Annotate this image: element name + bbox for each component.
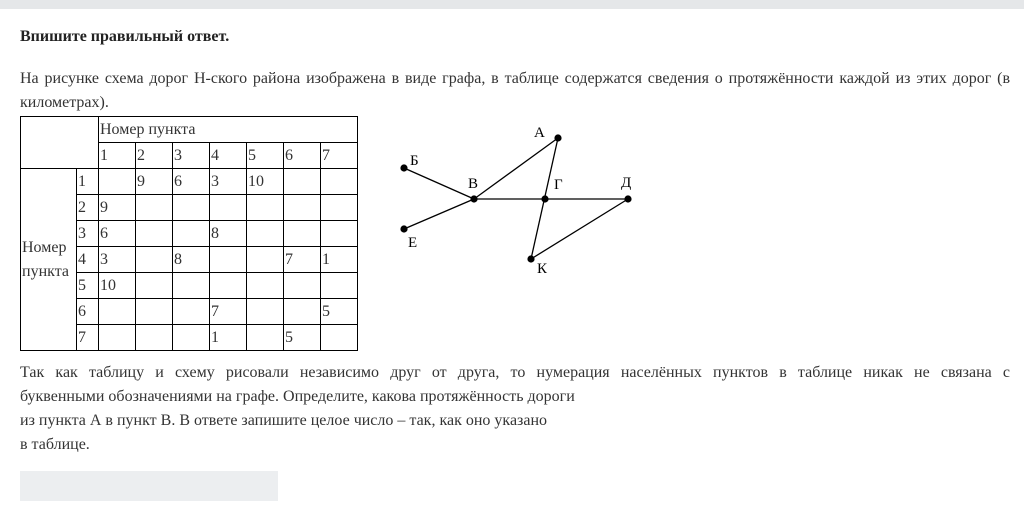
column-number: 7: [321, 143, 358, 169]
graph-vertex-label: В: [468, 176, 479, 192]
distance-cell: [321, 221, 358, 247]
column-number: 4: [210, 143, 247, 169]
question-line-1: Так как таблицу и схему рисовали независимо друг от друга, то нумерация населённых пунктов в таблице никак не связана с: [20, 364, 1010, 381]
question-line-3: из пункта А в пункт В. В ответе запишите целое число – так, как оно указано: [20, 412, 548, 429]
distance-cell: [136, 247, 173, 273]
top-bar: [0, 0, 1024, 9]
distance-cell: [136, 299, 173, 325]
row-number: 4: [77, 247, 99, 273]
row-number: 5: [77, 273, 99, 299]
row-number: 7: [77, 325, 99, 351]
distance-cell: 6: [173, 169, 210, 195]
graph-vertex: [470, 195, 477, 202]
distance-cell: 10: [247, 169, 284, 195]
distance-cell: [321, 325, 358, 351]
distance-cell: [99, 169, 136, 195]
distance-cell: [136, 273, 173, 299]
graph-vertex: [554, 134, 561, 141]
distance-cell: 8: [173, 247, 210, 273]
distance-cell: [321, 169, 358, 195]
graph-vertex-label: А: [534, 125, 545, 141]
column-number: 3: [173, 143, 210, 169]
row-header-line: Номер: [22, 238, 67, 256]
distance-cell: [210, 247, 247, 273]
road-graph: [390, 118, 650, 283]
distance-cell: [284, 273, 321, 299]
distance-cell: [284, 195, 321, 221]
row-number: 1: [77, 169, 99, 195]
distance-cell: [284, 221, 321, 247]
distance-cell: [284, 169, 321, 195]
question-line-4: в таблице.: [20, 436, 90, 453]
distance-table: [20, 116, 358, 351]
distance-cell: 7: [284, 247, 321, 273]
distance-cell: 5: [321, 299, 358, 325]
row-number: 6: [77, 299, 99, 325]
graph-vertex-label: Д: [621, 175, 632, 191]
distance-cell: 7: [210, 299, 247, 325]
distance-cell: 10: [99, 273, 136, 299]
row-number: 3: [77, 221, 99, 247]
distance-cell: [173, 273, 210, 299]
column-number: 1: [99, 143, 136, 169]
graph-vertex-label: Б: [410, 153, 419, 169]
distance-cell: [321, 273, 358, 299]
distance-cell: [173, 195, 210, 221]
graph-edge: [404, 199, 474, 229]
distance-cell: 1: [321, 247, 358, 273]
distance-cell: 5: [284, 325, 321, 351]
graph-edge: [474, 138, 558, 199]
table-row: [21, 169, 358, 195]
graph-vertex: [400, 225, 407, 232]
graph-vertex: [527, 255, 534, 262]
distance-cell: [247, 273, 284, 299]
column-number: 5: [247, 143, 284, 169]
distance-cell: [210, 273, 247, 299]
distance-cell: 1: [210, 325, 247, 351]
distance-cell: [247, 299, 284, 325]
distance-cell: [136, 195, 173, 221]
column-number: 6: [284, 143, 321, 169]
distance-cell: [136, 221, 173, 247]
distance-cell: [173, 325, 210, 351]
distance-cell: [210, 195, 247, 221]
column-header: Номер пункта: [99, 117, 358, 143]
graph-edge: [531, 199, 628, 259]
column-number: 2: [136, 143, 173, 169]
question-line-2: буквенными обозначениями на графе. Определите, какова протяжённость дороги: [20, 388, 575, 405]
distance-cell: [99, 325, 136, 351]
row-number: 2: [77, 195, 99, 221]
distance-cell: 3: [210, 169, 247, 195]
distance-cell: [321, 195, 358, 221]
graph-vertex-label: К: [537, 261, 548, 277]
row-header-line: пункта: [22, 262, 69, 280]
distance-cell: [99, 299, 136, 325]
distance-cell: 9: [99, 195, 136, 221]
distance-cell: 9: [136, 169, 173, 195]
distance-cell: [173, 299, 210, 325]
distance-cell: [136, 325, 173, 351]
distance-cell: [247, 325, 284, 351]
graph-vertex: [400, 164, 407, 171]
task-instruction: Впишите правильный ответ.: [20, 28, 230, 45]
distance-cell: [284, 299, 321, 325]
graph-vertex-label: Г: [554, 177, 563, 193]
task-question: [20, 361, 1010, 457]
task-description: На рисунке схема дорог Н-ского района изображена в виде графа, в таблице содержатся сведения о протяжённости каждой из этих дорог (в километрах).: [20, 70, 1010, 111]
row-header: [21, 169, 77, 351]
distance-cell: [173, 221, 210, 247]
distance-cell: 3: [99, 247, 136, 273]
table-corner: [21, 117, 99, 169]
distance-cell: [247, 195, 284, 221]
distance-cell: 8: [210, 221, 247, 247]
graph-edge: [404, 168, 474, 199]
distance-cell: [247, 247, 284, 273]
graph-vertex-label: Е: [408, 235, 418, 251]
distance-cell: [247, 221, 284, 247]
graph-vertex: [624, 195, 631, 202]
answer-input[interactable]: [20, 471, 278, 501]
graph-vertex: [541, 195, 548, 202]
distance-cell: 6: [99, 221, 136, 247]
